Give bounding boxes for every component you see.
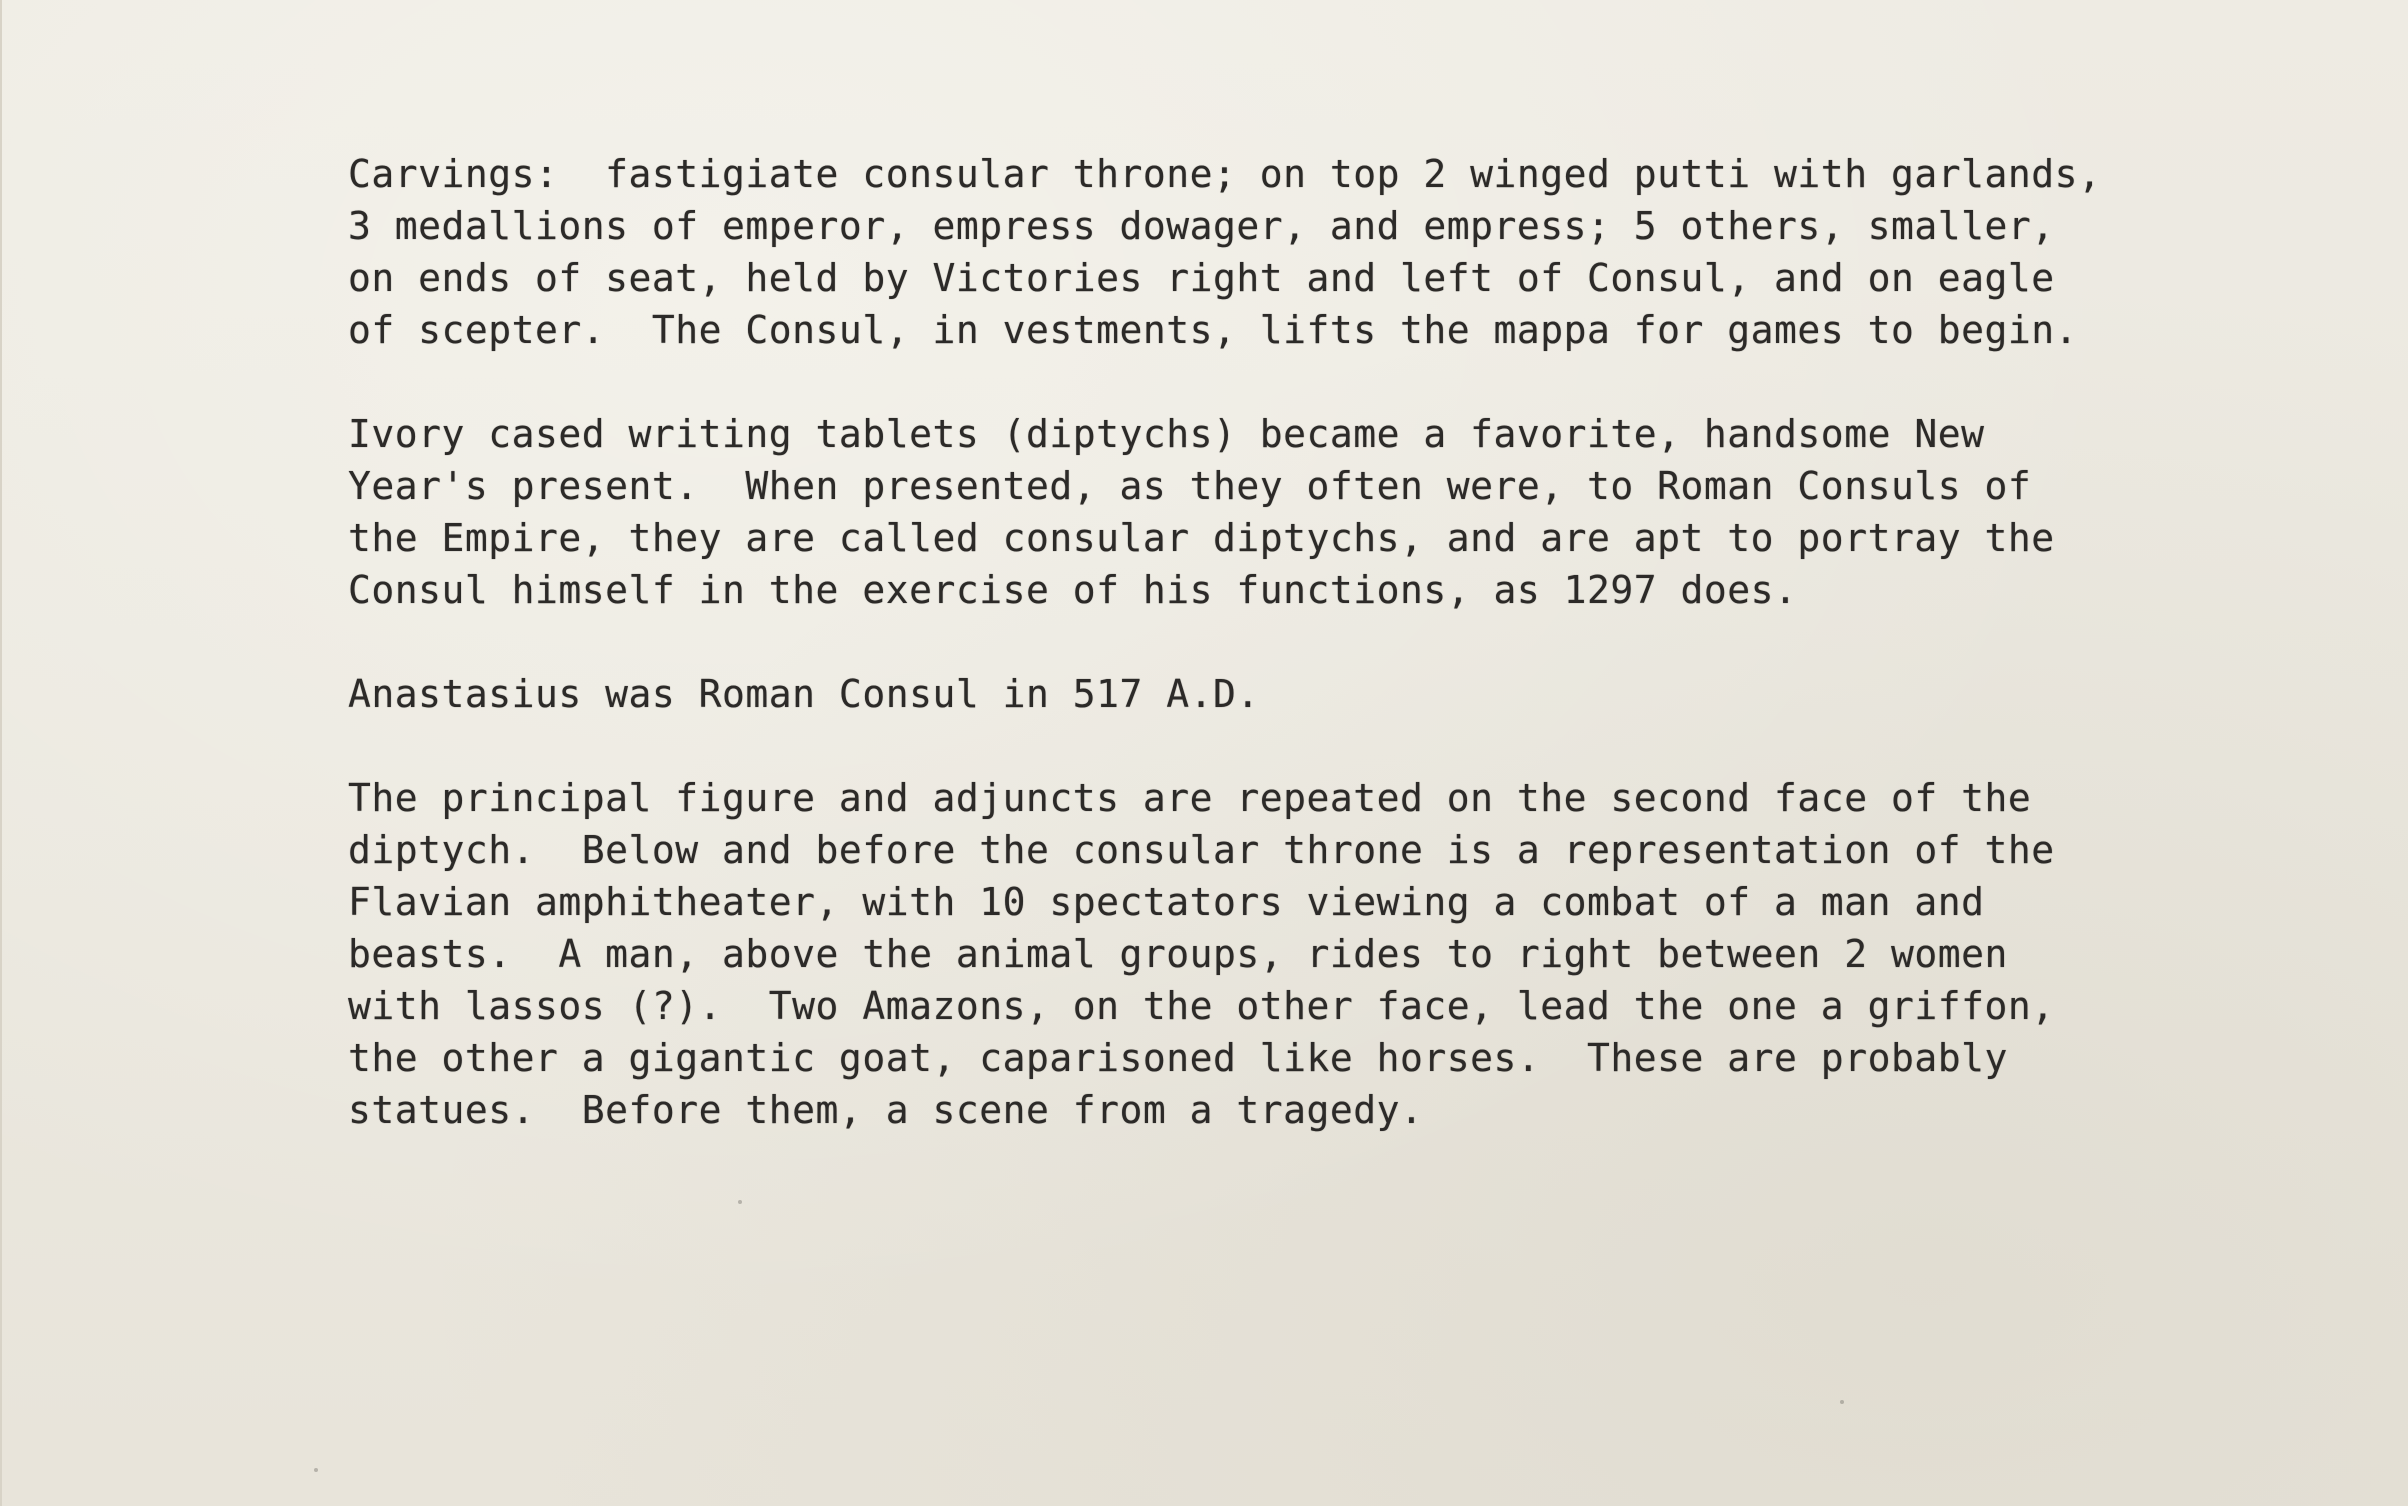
paragraph-anastasius xyxy=(348,668,2278,720)
text-line: diptych. Below and before the consular throne is a representation of the xyxy=(348,828,2055,872)
text-line: Consul himself in the exercise of his functions, as 1297 does. xyxy=(348,568,1798,612)
text-line: the other a gigantic goat, caparisoned like horses. These are probably xyxy=(348,1036,2008,1080)
text-line: of scepter. The Consul, in vestments, lifts the mappa for games to begin. xyxy=(348,308,2078,352)
text-line: The principal figure and adjuncts are repeated on the second face of the xyxy=(348,776,2032,820)
text-line: Year's present. When presented, as they often were, to Roman Consuls of xyxy=(348,464,2032,508)
paragraph-principal-figure xyxy=(348,772,2278,1136)
text-line: Flavian amphitheater, with 10 spectators viewing a combat of a man and xyxy=(348,880,1985,924)
text-line: beasts. A man, above the animal groups, rides to right between 2 women xyxy=(348,932,2008,976)
text-line: statues. Before them, a scene from a tragedy. xyxy=(348,1088,1424,1132)
paragraph-carvings xyxy=(348,148,2278,356)
typewritten-text xyxy=(348,148,2278,1188)
text-line: Carvings: fastigiate consular throne; on top 2 winged putti with garlands, xyxy=(348,152,2102,196)
text-line: on ends of seat, held by Victories right and left of Consul, and on eagle xyxy=(348,256,2055,300)
text-line: Ivory cased writing tablets (diptychs) became a favorite, handsome New xyxy=(348,412,1985,456)
text-line: with lassos (?). Two Amazons, on the other face, lead the one a griffon, xyxy=(348,984,2055,1028)
paper-speck xyxy=(1840,1400,1844,1404)
text-line: Anastasius was Roman Consul in 517 A.D. xyxy=(348,672,1260,716)
text-line: 3 medallions of emperor, empress dowager, and empress; 5 others, smaller, xyxy=(348,204,2055,248)
text-line: the Empire, they are called consular diptychs, and are apt to portray the xyxy=(348,516,2055,560)
paper-speck xyxy=(738,1200,742,1204)
paper-speck xyxy=(314,1468,318,1472)
paragraph-diptychs xyxy=(348,408,2278,616)
